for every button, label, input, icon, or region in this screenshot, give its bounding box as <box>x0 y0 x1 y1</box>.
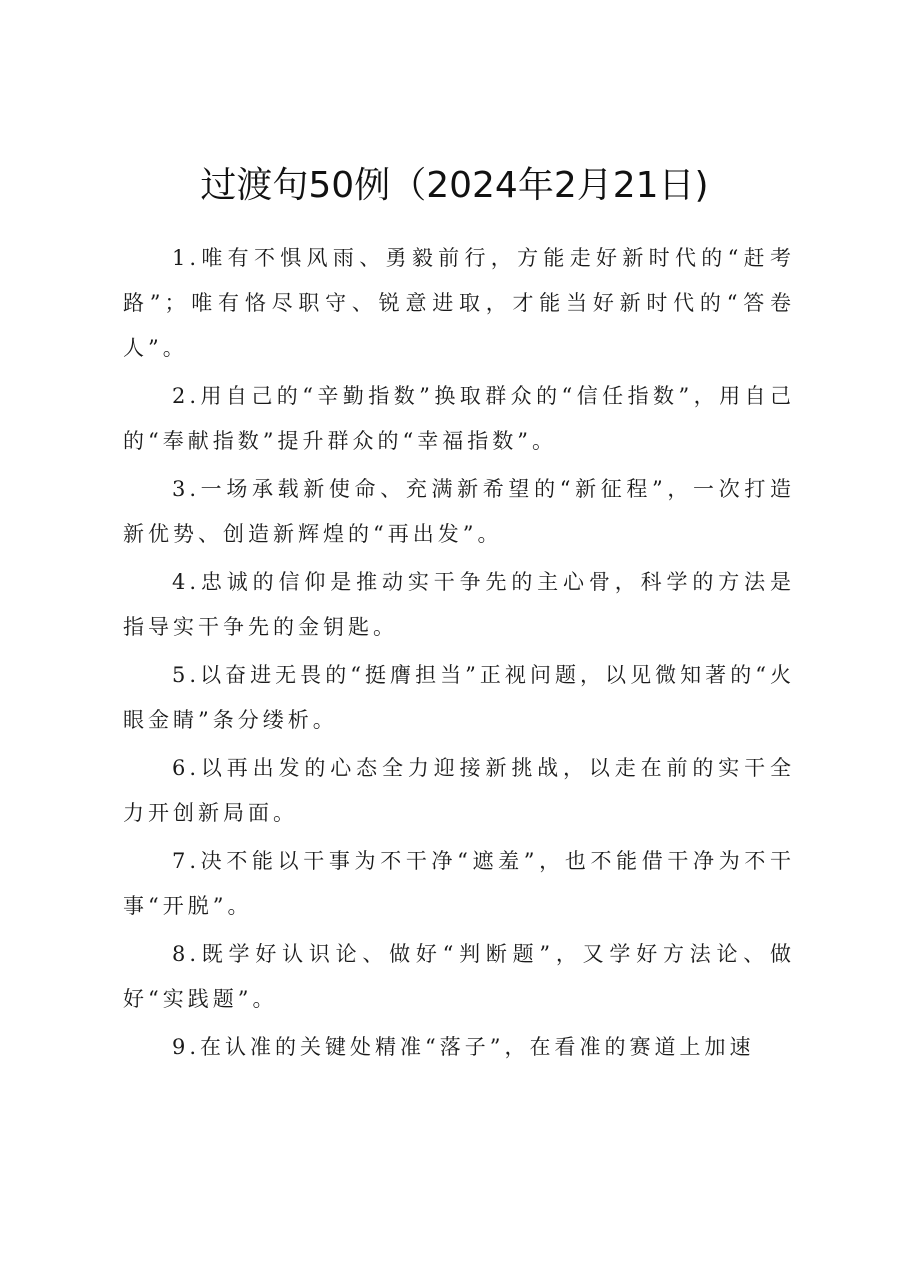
paragraph-1: 1.唯有不惧风雨、勇毅前行，方能走好新时代的“赶考路”；唯有恪尽职守、锐意进取，才能当好新时代的“答卷人”。 <box>123 246 795 360</box>
paragraph-5: 5.以奋进无畏的“挺膺担当”正视问题，以见微知著的“火眼金睛”条分缕析。 <box>123 663 795 732</box>
paragraph-9: 9.在认准的关键处精准“落子”，在看准的赛道上加速 <box>172 1035 755 1059</box>
document-body <box>123 236 795 1073</box>
paragraph-7: 7.决不能以干事为不干净“遮羞”，也不能借干净为不干事“开脱”。 <box>123 849 795 918</box>
paragraph-2: 2.用自己的“辛勤指数”换取群众的“信任指数”，用自己的“奉献指数”提升群众的“幸福指数”。 <box>123 384 795 453</box>
document-title: 过渡句50例（2024年2月21日) <box>200 165 709 206</box>
paragraph-4: 4.忠诚的信仰是推动实干争先的主心骨，科学的方法是指导实干争先的金钥匙。 <box>123 570 795 639</box>
paragraph-3: 3.一场承载新使命、充满新希望的“新征程”，一次打造新优势、创造新辉煌的“再出发”。 <box>123 477 795 546</box>
paragraph-6: 6.以再出发的心态全力迎接新挑战，以走在前的实干全力开创新局面。 <box>123 756 795 825</box>
paragraph-8: 8.既学好认识论、做好“判断题”，又学好方法论、做好“实践题”。 <box>123 942 795 1011</box>
